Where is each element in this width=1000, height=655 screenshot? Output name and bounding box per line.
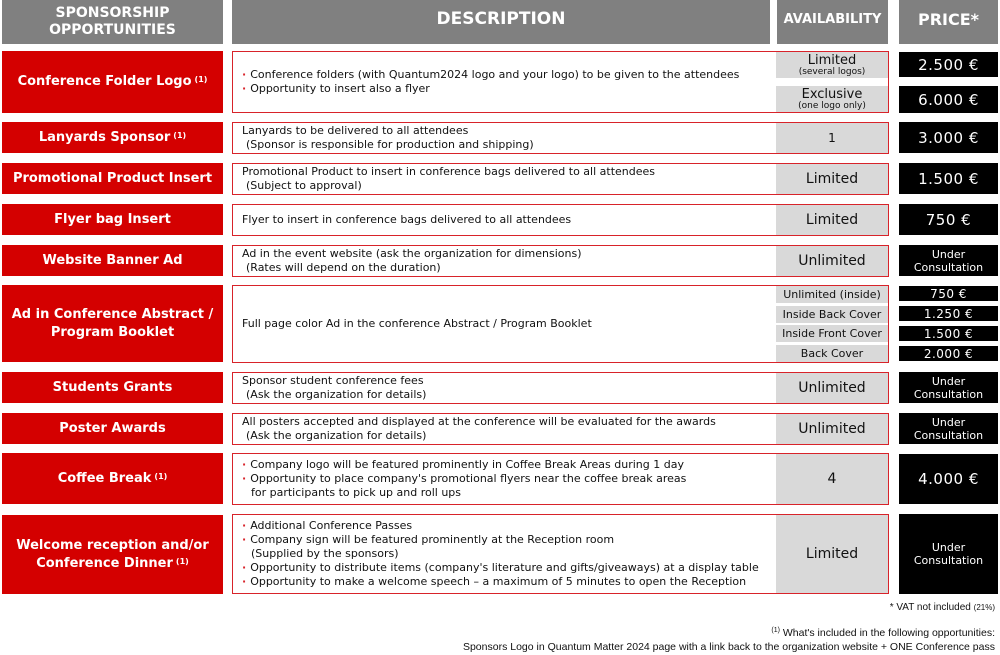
availability-note: (one logo only) — [798, 100, 866, 111]
price-badge: 2.000 € — [899, 346, 998, 361]
header-opportunities-line1: SPONSORSHIP — [55, 5, 170, 21]
availability-value: 4 — [776, 454, 888, 504]
row-name-lanyards-sponsor — [2, 122, 223, 153]
description-bullet: · Additional Conference Passes — [242, 519, 770, 533]
included-title-text: What's included in the following opportunities: — [782, 627, 995, 639]
description-bullet: · Opportunity to insert also a flyer — [242, 82, 770, 96]
availability-option — [776, 86, 888, 112]
description-text — [242, 454, 770, 504]
price-badge: 750 € — [899, 204, 998, 235]
availability-options — [776, 286, 888, 362]
header-opportunities — [2, 0, 223, 44]
price-badge — [899, 514, 998, 594]
description-bullet: · Opportunity to place company's promotional flyers near the coffee break areas — [242, 472, 770, 486]
description-bullet: · Company logo will be featured prominently in Coffee Break Areas during 1 day — [242, 458, 770, 472]
row-name-text: Conference Folder Logo — [17, 74, 192, 89]
footnote-marker: (1) — [175, 556, 189, 566]
row-description-flyer-bag-insert — [232, 204, 889, 236]
included-title — [771, 627, 995, 639]
description-main: Lanyards to be delivered to all attendees — [242, 124, 469, 137]
row-name-text: Coffee Break — [57, 470, 152, 486]
price-badge: 2.500 € — [899, 52, 998, 77]
price-badge: 1.500 € — [899, 326, 998, 341]
description-text — [242, 52, 770, 112]
row-name-website-banner-ad — [2, 245, 223, 276]
description-text — [242, 414, 770, 444]
price-badge: 1.500 € — [899, 163, 998, 194]
price-badge: 1.250 € — [899, 306, 998, 321]
availability-value: Unlimited — [776, 246, 888, 276]
description-sub: (Supplied by the sponsors) — [251, 547, 399, 560]
description-text — [242, 205, 770, 235]
row-name-students-grants — [2, 372, 223, 403]
availability-value: Limited — [776, 164, 888, 194]
description-text — [242, 123, 770, 153]
availability-option: Inside Back Cover — [776, 306, 888, 323]
row-name-line: Ad in Conference Abstract / — [11, 306, 214, 322]
availability-value: Unlimited — [776, 414, 888, 444]
availability-note: (several logos) — [798, 66, 866, 77]
description-bullet: · Opportunity to make a welcome speech – a maximum of 5 minutes to open the Reception — [242, 575, 770, 589]
row-name-ad-in-conference-abstract — [2, 285, 223, 362]
row-name-text: Promotional Product Insert — [12, 170, 213, 186]
price-line: Consultation — [913, 387, 984, 401]
footnote-marker: (1) — [173, 130, 187, 140]
price-badge: 3.000 € — [899, 122, 998, 153]
row-description-website-banner-ad — [232, 245, 889, 277]
row-name-flyer-bag-insert — [2, 204, 223, 235]
description-main: Full page color Ad in the conference Abstract / Program Booklet — [242, 317, 592, 330]
row-name-poster-awards — [2, 413, 223, 444]
row-name-line: Program Booklet — [50, 324, 175, 340]
row-description-students-grants — [232, 372, 889, 404]
availability-value: Unlimited — [776, 373, 888, 403]
price-line: Consultation — [913, 428, 984, 442]
availability-option: Back Cover — [776, 345, 888, 362]
row-name-text: Website Banner Ad — [42, 252, 183, 268]
availability-option — [776, 52, 888, 78]
description-text — [242, 286, 770, 362]
availability-option: Inside Front Cover — [776, 325, 888, 342]
header-opportunities-line2: OPPORTUNITIES — [49, 22, 176, 38]
price-line: Consultation — [913, 260, 984, 274]
price-line: Under — [931, 247, 966, 261]
header-price: PRICE* — [899, 0, 998, 44]
price-line: Under — [931, 415, 966, 429]
row-description-coffee-break — [232, 453, 889, 505]
header-availability: AVAILABILITY — [777, 0, 888, 44]
description-text — [242, 246, 770, 276]
description-bullet: · Company sign will be featured prominently at the Reception room — [242, 533, 770, 547]
description-main: Flyer to insert in conference bags delivered to all attendees — [242, 213, 572, 226]
included-text: Sponsors Logo in Quantum Matter 2024 page with a link back to the organization website + ONE Conference pass — [462, 641, 995, 653]
vat-rate: (21%) — [973, 603, 995, 612]
price-line: Consultation — [913, 554, 984, 567]
price-badge — [899, 245, 998, 276]
description-bullet: · Opportunity to distribute items (company's literature and gifts/giveaways) at a display table — [242, 561, 770, 575]
row-name-welcome-reception — [2, 515, 223, 594]
row-description-poster-awards — [232, 413, 889, 445]
footnote-marker: (1) — [194, 75, 208, 84]
description-continuation: for participants to pick up and roll ups — [251, 486, 462, 499]
row-description-lanyards-sponsor — [232, 122, 889, 154]
description-sub: (Subject to approval) — [246, 179, 362, 192]
description-text — [242, 164, 770, 194]
vat-note — [890, 602, 995, 613]
row-name-line: Conference Dinner — [36, 555, 173, 571]
row-name-text: Students Grants — [52, 379, 173, 395]
row-name-text: Flyer bag Insert — [54, 211, 171, 227]
availability-value: Limited — [776, 205, 888, 235]
description-main: All posters accepted and displayed at the conference will be evaluated for the awards — [242, 415, 716, 428]
footnote-marker: (1) — [771, 627, 780, 634]
row-description-ad-in-conference-abstract — [232, 285, 889, 363]
vat-note-text: * VAT not included — [889, 602, 971, 613]
description-text — [242, 373, 770, 403]
price-badge: 750 € — [899, 286, 998, 301]
row-name-conference-folder-logo — [2, 51, 223, 113]
row-description-welcome-reception — [232, 514, 889, 594]
row-name-coffee-break — [2, 453, 223, 504]
header-description: DESCRIPTION — [232, 0, 770, 44]
footnote-marker: (1) — [154, 471, 168, 481]
description-text — [242, 515, 770, 593]
description-sub: (Ask the organization for details) — [246, 429, 427, 442]
price-badge — [899, 372, 998, 403]
description-sub: (Rates will depend on the duration) — [246, 261, 441, 274]
availability-label: Limited — [807, 52, 857, 68]
row-name-promotional-product-insert — [2, 163, 223, 194]
availability-value: 1 — [776, 123, 888, 153]
row-name-line: Welcome reception and/or — [16, 537, 209, 553]
description-sub: (Sponsor is responsible for production and shipping) — [246, 138, 534, 151]
row-name-text: Poster Awards — [59, 420, 166, 436]
price-line: Under — [931, 541, 966, 554]
row-name-text: Lanyards Sponsor — [38, 129, 171, 145]
row-description-promotional-product-insert — [232, 163, 889, 195]
availability-options — [776, 52, 888, 112]
description-main: Ad in the event website (ask the organization for dimensions) — [242, 247, 582, 260]
availability-option: Unlimited (inside) — [776, 286, 888, 303]
description-main: Sponsor student conference fees — [242, 374, 424, 387]
row-description-conference-folder-logo — [232, 51, 889, 113]
description-bullet: · Conference folders (with Quantum2024 logo and your logo) to be given to the attendees — [242, 68, 770, 82]
availability-value: Limited — [776, 515, 888, 593]
availability-label: Exclusive — [801, 86, 863, 102]
price-badge — [899, 413, 998, 444]
description-sub: (Ask the organization for details) — [246, 388, 427, 401]
price-badge: 4.000 € — [899, 454, 998, 504]
description-main: Promotional Product to insert in conference bags delivered to all attendees — [242, 165, 656, 178]
price-line: Under — [931, 374, 966, 388]
price-badge: 6.000 € — [899, 86, 998, 113]
